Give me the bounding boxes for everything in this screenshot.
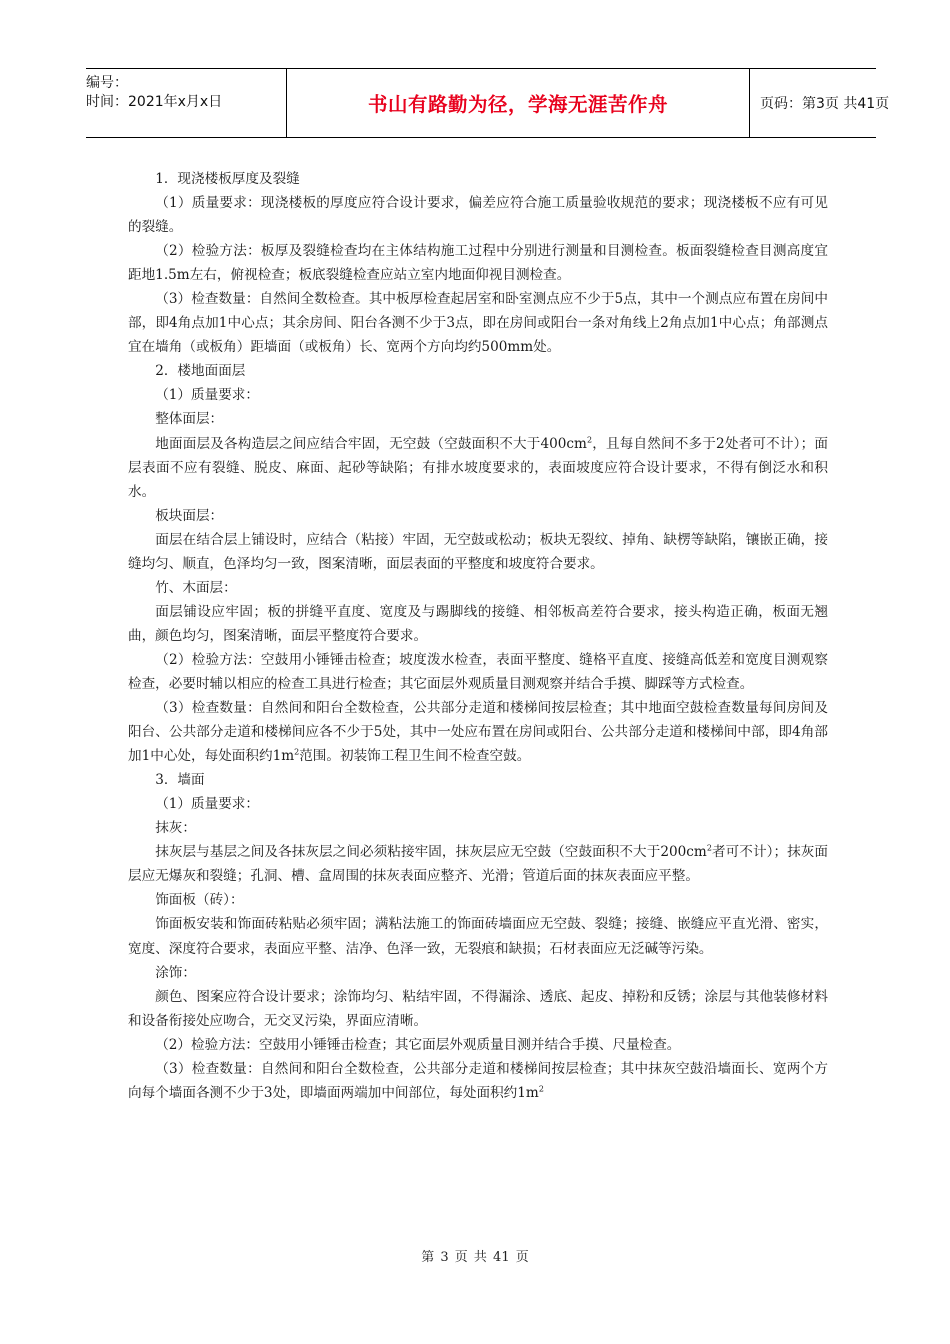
page-header (86, 68, 890, 138)
heading-3: 3．墙面 (155, 772, 205, 789)
paragraph: （3）检查数量：自然间和阳台全数检查，公共部分走道和楼梯间按层检查；其中地面空鼓检查数量每间房间及阳台、公共部分走道和楼梯间应各不少于5处，其中一处应布置在房间或阳台、公共部分走道和楼梯间中部，即4角部加1中心处，每处面积约$1m^2$范围。初装饰工程卫生间不检查空鼓。 (128, 700, 828, 765)
paragraph: （1）质量要求：现浇楼板的厚度应符合设计要求，偏差应符合施工质量验收规范的要求；现浇楼板不应有可见的裂缝。 (128, 195, 828, 236)
paragraph: 地面面层及各构造层之间应结合牢固，无空鼓（空鼓面积不大于$400cm^2$，且每自然间不多于2处者可不计）；面层表面不应有裂缝、脱皮、麻面、起砂等缺陷；有排水坡度要求的，表面坡度应符合设计要求，不得有倒泛水和积水。 (128, 434, 828, 500)
paragraph: 面层在结合层上铺设时，应结合（粘接）牢固，无空鼓或松动；板块无裂纹、掉角、缺楞等缺陷，镶嵌正确，接缝均匀、顺直，色泽均匀一致，图案清晰，面层表面的平整度和坡度符合要求。 (128, 531, 828, 572)
motto: 书山有路勤为径，学海无涯苦作舟 (286, 69, 750, 137)
paragraph: （1）质量要求： (155, 387, 259, 404)
paragraph: （2）检验方法：空鼓用小锤锤击检查；其它面层外观质量目测并结合手摸、尺量检查。 (155, 1036, 681, 1053)
paragraph: 颜色、图案应符合设计要求；涂饰均匀、粘结牢固，不得漏涂、透底、起皮、掉粉和反锈；涂层与其他装修材料和设备衔接处应吻合，无交叉污染，界面应清晰。 (128, 988, 828, 1029)
subheading: 竹、木面层： (155, 579, 237, 596)
paragraph: 抹灰层与基层之间及各抹灰层之间必须粘接牢固，抹灰层应无空鼓（空鼓面积不大于$200cm^2$者可不计）；抹灰面层应无爆灰和裂缝；孔洞、槽、盒周围的抹灰表面应整齐、光滑；管道后面的抹灰表面应平整。 (128, 843, 829, 885)
header-info (86, 69, 286, 137)
paragraph: （3）检查数量：自然间和阳台全数检查，公共部分走道和楼梯间按层检查；其中抹灰空鼓沿墙面长、宽两个方向每个墙面各测不少于3处，即墙面两端加中间部位，每处面积约$1m^2$ (128, 1060, 828, 1101)
paragraph: 面层铺设应牢固；板的拼缝平直度、宽度及与踢脚线的接缝、相邻板高差符合要求，接头构造正确，板面无翘曲，颜色均匀，图案清晰，面层平整度符合要求。 (128, 603, 828, 644)
time-label: 时间：2021年x月x日 (86, 94, 223, 110)
subheading: 饰面板（砖）： (155, 892, 244, 909)
paragraph: （1）质量要求： (155, 796, 259, 813)
paragraph: （2）检验方法：板厚及裂缝检查均在主体结构施工过程中分别进行测量和目测检查。板面裂缝检查目测高度宜距地1.5m左右，俯视检查；板底裂缝检查应站立室内地面仰视目测检查。 (128, 243, 828, 284)
page-label: 页码：第3页 共41页 (760, 96, 890, 112)
heading-1: 1．现浇楼板厚度及裂缝 (155, 171, 300, 187)
heading-2: 2．楼地面面层 (155, 363, 246, 380)
subheading: 抹灰： (155, 820, 196, 837)
paragraph: （3）检查数量：自然间全数检查。其中板厚检查起居室和卧室测点应不少于5点，其中一个测点应布置在房间中部，即4角点加1中心点；其余房间、阳台各测不少于3点，即在房间或阳台一条对角线上2角点加1中心点；角部测点宜在墙角（或板角）距墙面（或板角）长、宽两个方向均约500mm处。 (128, 291, 828, 356)
page-footer: 第 3 页 共 41 页 (421, 1250, 529, 1265)
subheading: 涂饰： (155, 964, 196, 981)
paragraph: （2）检验方法：空鼓用小锤锤击检查；坡度泼水检查，表面平整度、缝格平直度、接缝高低差和宽度目测观察检查，必要时辅以相应的检查工具进行检查；其它面层外观质量目测观察并结合手摸、脚踩等方式检查。 (128, 651, 828, 692)
subheading: 板块面层： (155, 507, 224, 524)
paragraph: 饰面板安装和饰面砖粘贴必须牢固；满粘法施工的饰面砖墙面应无空鼓、裂缝；接缝、嵌缝应平直光滑、密实，宽度、深度符合要求，表面应平整、洁净、色泽一致，无裂痕和缺损；石材表面应无泛碱等污染。 (128, 916, 828, 957)
document-body (128, 167, 828, 1105)
number-label: 编号： (86, 75, 128, 91)
subheading: 整体面层： (155, 411, 224, 428)
